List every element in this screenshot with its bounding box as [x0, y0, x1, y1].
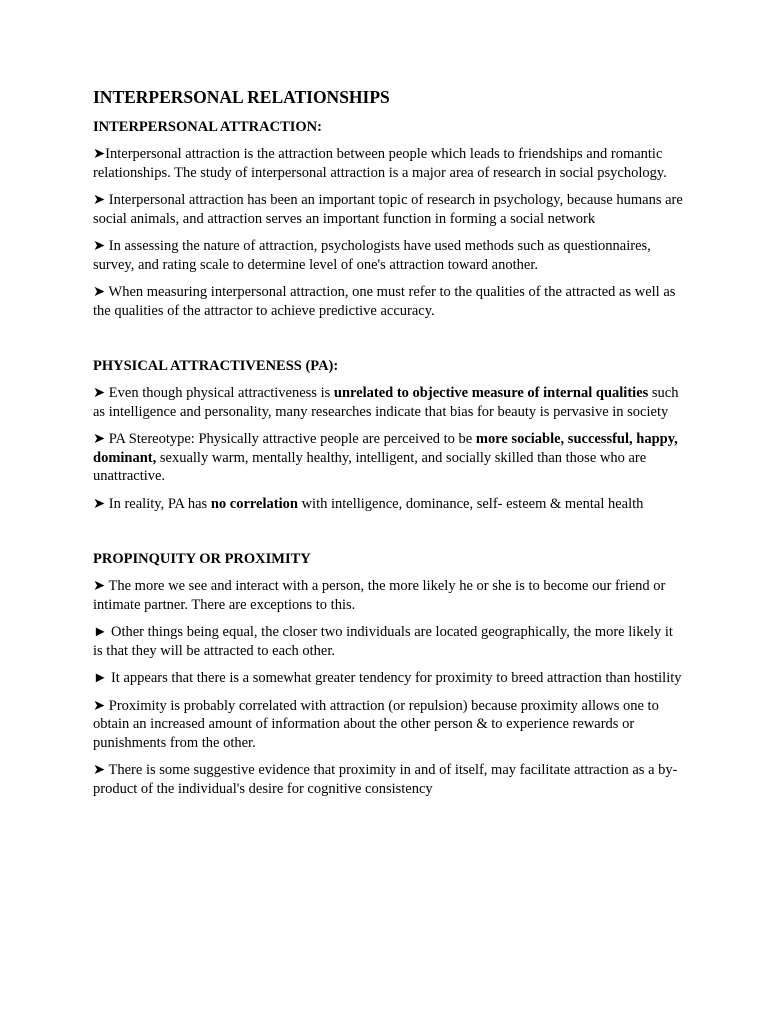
text-run: ► Other things being equal, the closer two individuals are located geographically, the more likely it is that they will be attracted to each other.: [93, 624, 673, 659]
bullet-paragraph: [93, 237, 683, 274]
bullet-paragraph: [93, 623, 683, 660]
bullet-paragraph: [93, 761, 683, 798]
bullet-paragraph: [93, 669, 683, 688]
bold-text-run: more sociable, successful, happy, dominant,: [93, 431, 678, 466]
section-heading: PROPINQUITY OR PROXIMITY: [93, 551, 311, 567]
section-heading: INTERPERSONAL ATTRACTION:: [93, 119, 322, 135]
bold-text-run: unrelated to objective measure of internal qualities: [333, 385, 649, 401]
bullet-paragraph: [93, 495, 683, 514]
text-run: ➤ PA Stereotype: Physically attractive people are perceived to be: [93, 431, 476, 447]
section: [93, 550, 683, 798]
bullet-paragraph: [93, 577, 683, 614]
section-spacer: [93, 522, 683, 550]
bullet-paragraph: [93, 430, 683, 486]
text-run: ➤Interpersonal attraction is the attraction between people which leads to friendships and romantic relationships. The study of interpersonal attraction is a major area of research in social psychology.: [93, 146, 667, 181]
section: [93, 118, 683, 320]
text-run: ➤ There is some suggestive evidence that proximity in and of itself, may facilitate attraction as a by-product of the individual's desire for cognitive consistency: [93, 762, 678, 797]
text-run: with intelligence, dominance, self- esteem & mental health: [297, 495, 644, 512]
section-spacer: [93, 329, 683, 357]
text-run: such as intelligence and personality, many researches indicate that bias for beauty is pervasive in society: [93, 385, 679, 420]
bold-text-run: no correlation: [210, 495, 298, 512]
text-run: ➤ The more we see and interact with a person, the more likely he or she is to become our friend or intimate partner. There are exceptions to this.: [93, 578, 666, 613]
text-run: ➤ Even though physical attractiveness is: [93, 385, 334, 401]
section-heading: PHYSICAL ATTRACTIVENESS (PA):: [93, 358, 339, 374]
document-body: [93, 118, 683, 798]
bullet-paragraph: [93, 145, 683, 182]
document-title: INTERPERSONAL RELATIONSHIPS: [93, 87, 390, 107]
text-run: sexually warm, mentally healthy, intelligent, and socially skilled than those who are unattractive.: [93, 449, 647, 484]
text-run: ➤ Proximity is probably correlated with attraction (or repulsion) because proximity allows one to obtain an increased amount of information about the other person & to experience rewards or punishments from the other.: [93, 697, 659, 751]
text-run: ➤ Interpersonal attraction has been an important topic of research in psychology, because humans are social animals, and attraction serves an important function in forming a social network: [93, 192, 683, 227]
document-page: [93, 86, 683, 807]
section: [93, 357, 683, 513]
text-run: ➤ When measuring interpersonal attraction, one must refer to the qualities of the attracted as well as the qualities of the attractor to achieve predictive accuracy.: [93, 284, 676, 319]
bullet-paragraph: [93, 191, 683, 228]
text-run: ➤ In assessing the nature of attraction, psychologists have used methods such as questionnaires, survey, and rating scale to determine level of one's attraction toward another.: [93, 238, 651, 273]
bullet-paragraph: [93, 283, 683, 320]
bullet-paragraph: [93, 697, 683, 753]
bullet-paragraph: [93, 384, 683, 421]
text-run: ➤ In reality, PA has: [93, 495, 211, 512]
text-run: ► It appears that there is a somewhat greater tendency for proximity to breed attraction than hostility: [93, 670, 682, 686]
